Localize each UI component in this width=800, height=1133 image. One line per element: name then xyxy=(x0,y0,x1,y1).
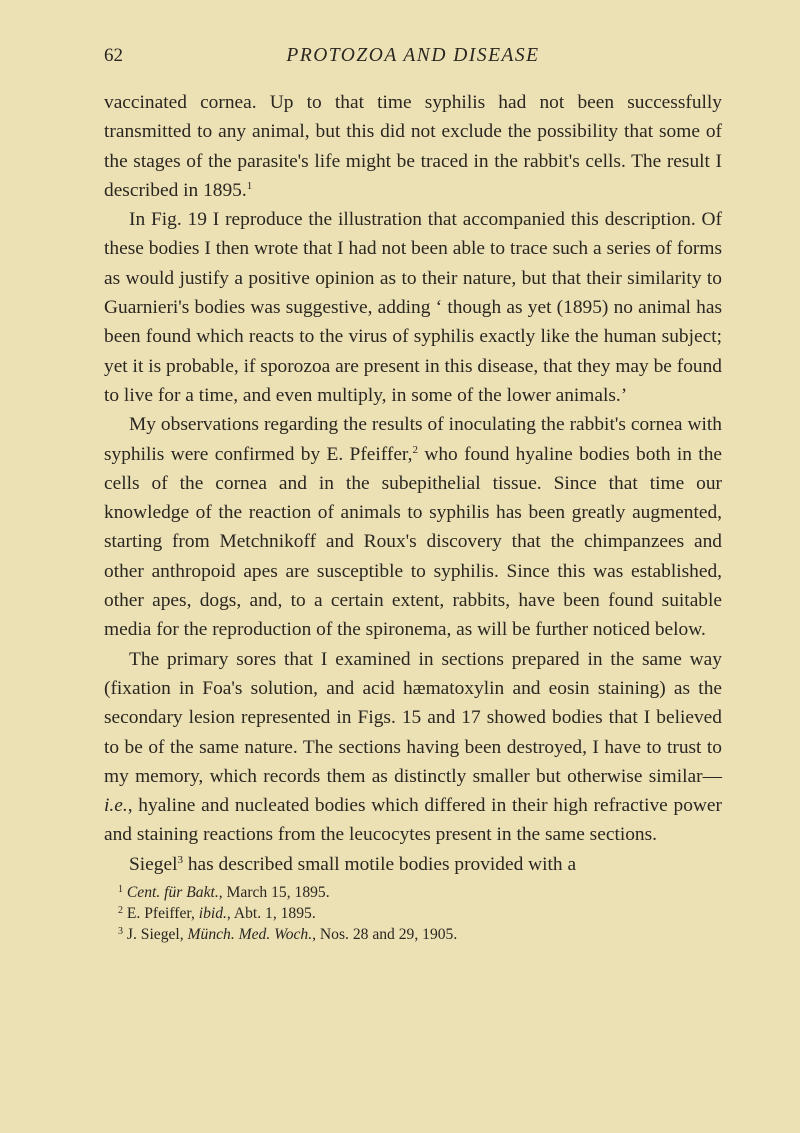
paragraph-3 xyxy=(104,410,722,644)
footnote-1-rest: , March 15, 1895. xyxy=(218,884,330,902)
footnote-2 xyxy=(104,903,722,924)
footnote-3-mark: 3 xyxy=(118,926,123,938)
paragraph-3-text-a: My observations regarding the results of inoculating the rabbit's cornea with syphilis were confirmed by E. Pfeiffer, xyxy=(104,414,722,465)
footnote-2-journal: ibid. xyxy=(198,905,227,923)
footnote-3 xyxy=(104,924,722,945)
running-title: PROTOZOA AND DISEASE xyxy=(286,45,540,66)
paragraph-4-italic-ie: i.e. xyxy=(104,795,128,817)
paragraph-4-text-a: The primary sores that I examined in sections prepared in the same way (fixation in Foa's solution, and acid hæmatoxylin and eosin staining) as the secondary lesion represented in Figs. 15 and 17 showed bodies that I believed to be of the same nature. The sections having been destroyed, I have to trust to my memory, which records them as distinctly smaller but otherwise similar— xyxy=(104,648,722,787)
footnote-2-rest: , Abt. 1, 1895. xyxy=(226,905,316,923)
paragraph-5-text-a: Siegel xyxy=(129,853,178,875)
footnote-1-journal: Cent. für Bakt. xyxy=(126,884,219,902)
running-head xyxy=(104,44,722,84)
paragraph-4-text-b: , hyaline and nucleated bodies which differed in their high refractive power and staining reactions from the leucocytes present in the same sections. xyxy=(104,795,722,846)
footnotes xyxy=(104,882,722,945)
footnote-3-rest: , Nos. 28 and 29, 1905. xyxy=(312,926,458,944)
page-number: 62 xyxy=(104,45,123,66)
paragraph-2-text: In Fig. 19 I reproduce the illustration that accompanied this description. Of these bodies I then wrote that I had not been able to trace such a series of forms as would justify a positive opinion as to their nature, but that their similarity to Guarnieri's bodies was suggestive, adding ‘ though as yet (1895) no animal has been found which reacts to the virus of syphilis exactly like the human subject; yet it is probable, if sporozoa are present in this disease, that they may be found to live for a time, and even multiply, in some of the lower animals.’ xyxy=(104,209,722,406)
footnote-3-journal: Münch. Med. Woch. xyxy=(187,926,313,944)
footnote-1-mark: 1 xyxy=(118,884,123,896)
paragraph-5 xyxy=(104,850,722,879)
book-page xyxy=(0,44,800,1133)
footnote-ref-3: 3 xyxy=(177,853,183,866)
footnote-3-author: J. Siegel, xyxy=(126,926,188,944)
body-text xyxy=(104,88,722,879)
paragraph-1 xyxy=(104,88,722,205)
footnote-1 xyxy=(104,882,722,903)
paragraph-4 xyxy=(104,645,722,850)
paragraph-1-text: vaccinated cornea. Up to that time syphilis had not been successfully transmitted to any animal, but this did not exclude the possibility that some of the stages of the parasite's life might be traced in the rabbit's cells. The result I described in 1895. xyxy=(104,92,722,201)
paragraph-5-text-b: has described small motile bodies provided with a xyxy=(182,853,577,875)
footnote-2-mark: 2 xyxy=(118,905,123,917)
paragraph-3-text-b: who found hyaline bodies both in the cells of the cornea and in the subepithelial tissue. Since that time our knowledge of the reaction of animals to syphilis has been greatly augmented, starting from Metchnikoff and Roux's discovery that the chimpanzees and other anthropoid apes are susceptible to syphilis. Since this was established, other apes, dogs, and, to a certain extent, rabbits, have been found suitable media for the reproduction of the spironema, as will be further noticed below. xyxy=(104,443,722,641)
paragraph-2 xyxy=(104,205,722,410)
footnote-ref-1: 1 xyxy=(246,179,253,192)
footnote-ref-2: 2 xyxy=(412,443,418,456)
footnote-2-author: E. Pfeiffer, xyxy=(126,905,199,923)
